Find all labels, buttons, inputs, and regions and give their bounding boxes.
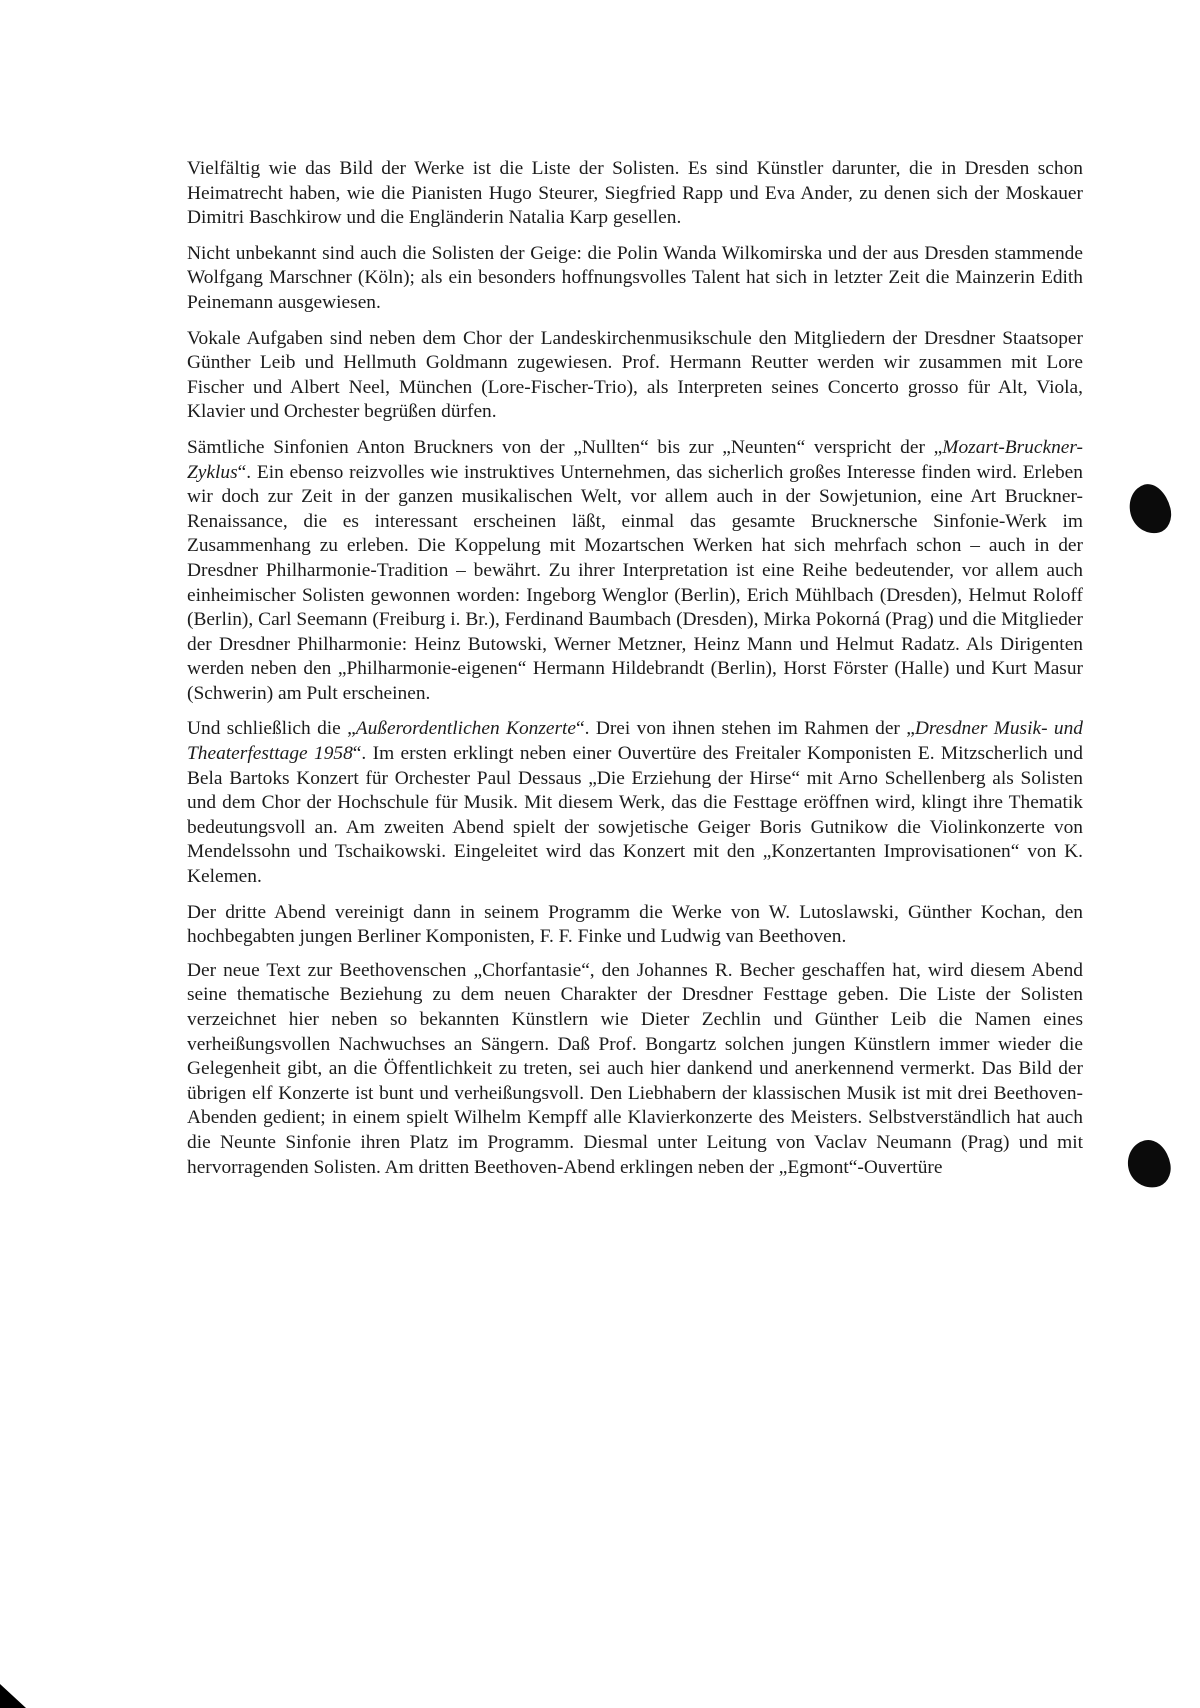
paragraph-bruckner-cycle — [187, 436, 1083, 707]
festival-title: Dresdner Musik- und Theaterfesttage 1958 — [187, 718, 1083, 765]
paragraph-text: Vokale Aufgaben sind neben dem Chor der Landeskirchenmusikschule den Mitgliedern der Dresdner Staatsoper Günther Leib und Hellmuth Goldmann zugewiesen. Prof. Hermann Reutter werden wir zusammen mit Lore Fischer und Albert Neel, München (Lore-Fischer-Trio), als Interpreten seines Concerto grosso für Alt, Viola, Klavier und Orchester begrüßen dürfen. — [187, 327, 1083, 423]
ink-blot-lower — [1124, 1137, 1174, 1192]
paragraph-violinists — [187, 242, 1083, 316]
paragraph-soloists — [187, 157, 1083, 231]
paragraph-third-evening — [187, 901, 1083, 950]
paragraph-text: Der dritte Abend vereinigt dann in seinem Programm die Werke von W. Lutoslawski, Günther Kochan, den hochbegabten jungen Berliner Komponisten, F. F. Finke und Ludwig van Beethoven. — [187, 901, 1083, 948]
paragraph-text: “. Ein ebenso reizvolles wie instruktives Unternehmen, das sicherlich großes Interesse finden wird. Erleben wir doch zur Zeit in der ganzen musikalischen Welt, vor allem auch in der Sowjetunion, eine Art Bruckner-Renaissance, die es interessant erscheinen läßt, einmal das gesamte Brucknersche Sinfonie-Werk im Zusammenhang zu erleben. Die Koppelung mit Mozartschen Werken hat sich mehrfach schon – auch in der Dresdner Philharmonie-Tradition – bewährt. Zu ihrer Interpretation ist eine Reihe bedeutender, vor allem auch einheimischer Solisten gewonnen worden: Ingeborg Wenglor (Berlin), Erich Mühlbach (Dresden), Helmut Roloff (Berlin), Carl Seemann (Freiburg i. Br.), Ferdinand Baumbach (Dresden), Mirka Pokorná (Prag) und die Mitglieder der Dresdner Philharmonie: Heinz Butowski, Werner Metzner, Heinz Mann und Helmut Radatz. Als Dirigenten werden neben den „Philharmonie-eigenen“ Hermann Hildebrandt (Berlin), Horst Förster (Halle) und Kurt Masur (Schwerin) am Pult erscheinen. — [187, 461, 1083, 704]
paragraph-text: Vielfältig wie das Bild der Werke ist die Liste der Solisten. Es sind Künstler darunter, die in Dresden schon Heimatrecht haben, wie die Pianisten Hugo Steurer, Siegfried Rapp und Eva Ander, zu denen sich der Moskauer Dimitri Baschkirow und die Engländerin Natalia Karp gesellen. — [187, 158, 1083, 229]
concert-series-title: Außerordentlichen Konzerte — [355, 718, 577, 740]
paragraph-vocal — [187, 327, 1083, 425]
paragraph-text: “. Im ersten erklingt neben einer Ouvertüre des Freitaler Komponisten E. Mitzscherlich und Bela Bartoks Konzert für Orchester Paul Dessaus „Die Erziehung der Hirse“ mit Arno Schellenberg als Solisten und dem Chor der Hochschule für Musik. Mit diesem Werk, das die Festtage eröffnen wird, klingt ihre Thematik bedeutungsvoll an. Am zweiten Abend spielt der sowjetische Geiger Boris Gutnikow die Violinkonzerte von Mendelssohn und Tschaikowski. Eingeleitet wird das Konzert mit den „Konzertanten Improvisationen“ von K. Kelemen. — [187, 743, 1083, 888]
paragraph-chorfantasie — [187, 959, 1083, 1180]
paragraph-text: Der neue Text zur Beethovenschen „Chorfantasie“, den Johannes R. Becher geschaffen hat, wird diesem Abend seine thematische Beziehung zu dem neuen Charakter der Dresdner Festtage geben. Die Liste der Solisten verzeichnet hier neben so bekannten Künstlern wie Dieter Zechlin und Günther Leib die Namen eines verheißungsvollen Nachwuchses an Sängern. Daß Prof. Bongartz solchen jungen Künstlern immer wieder die Gelegenheit gibt, an die Öffentlichkeit zu treten, sei auch hier dankend und anerkennend vermerkt. Das Bild der übrigen elf Konzerte ist bunt und verheißungsvoll. Den Liebhabern der klassischen Musik ist mit drei Beethoven-Abenden gedient; in einem spielt Wilhelm Kempff alle Klavierkonzerte des Meisters. Selbstverständlich hat auch die Neunte Sinfonie ihren Platz im Programm. Diesmal unter Leitung von Vaclav Neumann (Prag) und mit hervorragenden Solisten. Am dritten Beethoven-Abend erklingen neben der „Egmont“-Ouvertüre — [187, 959, 1083, 1178]
paragraph-text: Sämtliche Sinfonien Anton Bruckners von der „Nullten“ bis zur „Neunten“ verspricht der „ — [187, 436, 943, 458]
paragraph-text: Und schließlich die „ — [187, 718, 356, 740]
paragraph-text: Nicht unbekannt sind auch die Solisten der Geige: die Polin Wanda Wilkomirska und der aus Dresden stammende Wolfgang Marschner (Köln); als ein besonders hoffnungsvolles Talent hat sich in letzter Zeit die Mainzerin Edith Peinemann ausgewiesen. — [187, 242, 1083, 313]
scan-corner-shadow — [0, 1684, 26, 1708]
text-column — [187, 157, 1083, 1191]
paragraph-extraordinary-concerts — [187, 717, 1083, 889]
paragraph-text: “. Drei von ihnen stehen im Rahmen der „ — [576, 718, 915, 740]
cycle-title: Mozart-Bruckner-Zyklus — [187, 436, 1083, 483]
ink-blot-upper — [1125, 480, 1176, 538]
